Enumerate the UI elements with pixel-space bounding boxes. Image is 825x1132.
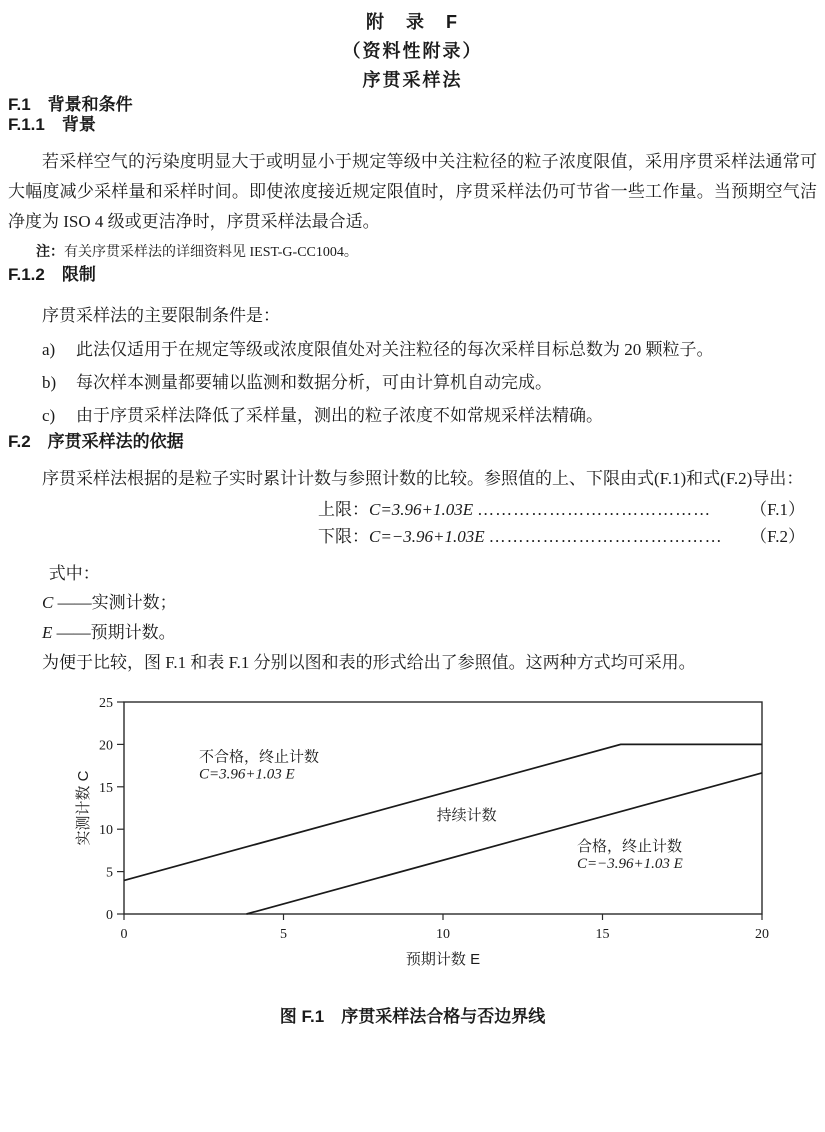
y-tick-label: 10 <box>99 823 113 839</box>
x-tick-label: 0 <box>120 927 128 942</box>
equation-number: （F.1） <box>750 500 805 519</box>
x-tick-label: 5 <box>280 927 287 942</box>
limit-list <box>8 333 817 432</box>
equation-label: 下限： <box>318 527 369 546</box>
annex-title-block <box>8 8 817 95</box>
equation-leader-dots: ………………………………… <box>488 527 723 546</box>
list-item <box>8 333 817 366</box>
boundary-chart-svg <box>74 688 774 976</box>
list-item <box>8 399 817 432</box>
list-item-text: 此法仅适用于在规定等级或浓度限值处对关注粒径的每次采样目标总数为 20 颗粒子。 <box>76 340 714 359</box>
symbol: E <box>42 623 53 642</box>
limit-intro: 序贯采样法的主要限制条件是： <box>42 306 280 325</box>
equation-leader-dots: ………………………………… <box>477 500 712 519</box>
y-tick-label: 0 <box>106 908 113 923</box>
chart-annotation: 持续计数 <box>436 806 497 824</box>
definition-text: 实测计数； <box>91 593 177 612</box>
y-tick-label: 20 <box>99 738 113 754</box>
compare-paragraph: 为便于比较，图 F.1 和表 F.1 分别以图和表的形式给出了参照值。这两种方式均可采用。 <box>42 653 696 672</box>
paragraph-f2: 序贯采样法根据的是粒子实时累计计数与参照计数的比较。参照值的上、下限由式(F.1)和式(F.2)导出： <box>42 469 804 488</box>
x-tick-label: 20 <box>755 927 769 942</box>
y-axis-label: 实测计数 C <box>75 770 92 846</box>
paragraph-f11: 若采样空气的污染度明显大于或明显小于规定等级中关注粒径的粒子浓度限值，采用序贯采样法通常可大幅度减少采样量和采样时间。即使浓度接近规定限值时，序贯采样法仍可节省一些工作量。当预期空气洁净度为 ISO 4 级或更洁净时，序贯采样法最合适。 <box>8 152 817 231</box>
symbol: C <box>42 593 54 612</box>
symbol-definitions <box>8 588 817 648</box>
heading-f2: F.2 序贯采样法的依据 <box>8 432 184 451</box>
definition-dash: —— <box>57 593 92 612</box>
y-tick-label: 15 <box>99 780 113 796</box>
list-item-label: a) <box>42 340 56 359</box>
boundary-line <box>246 773 762 914</box>
chart-annotation: C=−3.96+1.03 E <box>576 856 683 873</box>
equation-f1 <box>8 496 817 523</box>
definition-text: 预期计数。 <box>90 623 176 642</box>
annex-name: 序贯采样法 <box>362 70 463 90</box>
definition-row <box>8 618 817 648</box>
x-axis-label: 预期计数 E <box>405 951 481 968</box>
equation-f2 <box>8 523 817 550</box>
where-label: 式中： <box>48 564 100 583</box>
equation-number: （F.2） <box>750 527 805 546</box>
note-label: 注： <box>36 243 64 259</box>
equation-block <box>8 496 817 550</box>
definition-dash: —— <box>56 623 91 642</box>
equation-formula: C=−3.96+1.03E <box>369 527 485 546</box>
annex-title: 附 录 F <box>366 12 459 32</box>
list-item-label: b) <box>42 373 57 392</box>
note-text: 有关序贯采样法的详细资料见 IEST-G-CC1004。 <box>64 245 358 260</box>
y-tick-label: 5 <box>106 865 113 881</box>
chart-annotation: 不合格，终止计数 <box>198 748 319 766</box>
chart-annotation: C=3.96+1.03 E <box>198 766 295 783</box>
equation-label: 上限： <box>318 500 369 519</box>
note-f11 <box>8 239 817 265</box>
list-item-text: 每次样本测量都要辅以监测和数据分析，可由计算机自动完成。 <box>76 373 552 392</box>
heading-f1: F.1 背景和条件 <box>8 95 133 114</box>
annex-subtitle: （资料性附录） <box>342 41 483 61</box>
list-item-label: c) <box>42 406 56 425</box>
x-tick-label: 10 <box>436 927 450 942</box>
list-item <box>8 366 817 399</box>
equation-formula: C=3.96+1.03E <box>369 500 474 519</box>
heading-f11: F.1.1 背景 <box>8 115 96 134</box>
figure-caption: 图 F.1 序贯采样法合格与否边界线 <box>279 1007 546 1026</box>
definition-row <box>8 588 817 618</box>
chart-annotation: 合格，终止计数 <box>576 838 682 856</box>
y-tick-label: 25 <box>99 696 113 711</box>
x-tick-label: 15 <box>595 927 610 942</box>
figure-f1-chart <box>74 688 817 986</box>
heading-f12: F.1.2 限制 <box>8 265 96 284</box>
list-item-text: 由于序贯采样法降低了采样量，测出的粒子浓度不如常规采样法精确。 <box>76 406 603 425</box>
